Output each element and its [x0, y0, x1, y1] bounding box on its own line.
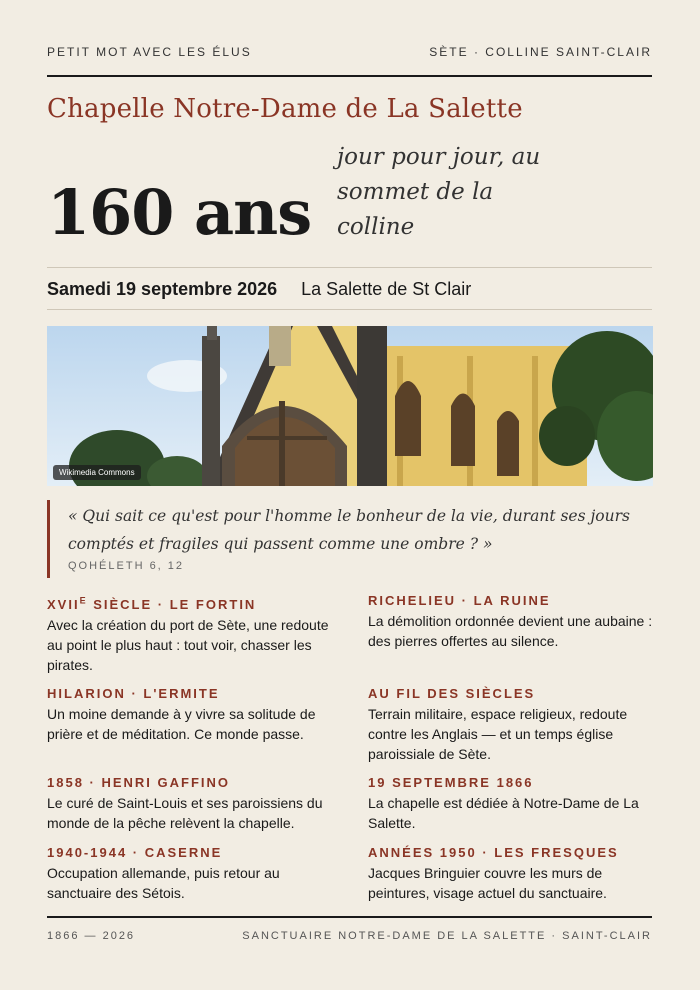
entry-body: Avec la création du port de Sète, une redoute au point le plus haut : tout voir, chasser les pirates. [47, 617, 329, 673]
entry-body: Occupation allemande, puis retour au sanctuaire des Sétois. [47, 865, 280, 901]
entry-body: Un moine demande à y vivre sa solitude de prière et de méditation. Ce monde passe. [47, 706, 316, 742]
entry-body: Le curé de Saint-Louis et ses paroissiens du monde de la pêche relèvent la chapelle. [47, 795, 323, 831]
entry-title: RICHELIEU · LA RUINE [368, 593, 551, 608]
chapel-illustration [47, 326, 653, 486]
chapel-photo [47, 326, 653, 486]
timeline-entry [47, 685, 337, 744]
quote-text: « Qui sait ce qu'est pour l'homme le bonheur de la vie, durant ses jours comptés et fragiles qui passent comme une ombre ? » [68, 507, 630, 553]
event-info [47, 279, 471, 300]
entry-title: HILARION · L'ERMITE [47, 686, 220, 701]
entry-title: ANNÉES 1950 · LES FRESQUES [368, 845, 619, 860]
header-left: PETIT MOT AVEC LES ÉLUS [47, 45, 252, 59]
chapel-name: Chapelle Notre-Dame de La Salette [47, 94, 523, 124]
entry-body: La chapelle est dédiée à Notre-Dame de La Salette. [368, 795, 639, 831]
timeline-entry [47, 596, 337, 675]
header-right: SÈTE · COLLINE SAINT-CLAIR [429, 45, 652, 59]
divider [47, 267, 652, 268]
timeline-entry [47, 774, 337, 833]
entry-body: Terrain militaire, espace religieux, redoute contre les Anglais — et un temps église paroissiale de Sète. [368, 706, 628, 762]
divider [47, 309, 652, 310]
event-place: La Salette de St Clair [301, 279, 472, 299]
anniversary-title: 160 ans [47, 176, 312, 249]
photo-credit: Wikimedia Commons [53, 465, 141, 480]
entry-body: Jacques Bringuier couvre les murs de peintures, visage actuel du sanctuaire. [368, 865, 607, 901]
entry-title: AU FIL DES SIÈCLES [368, 686, 536, 701]
timeline-entry [368, 844, 658, 903]
quote-reference: QOHÉLETH 6, 12 [68, 560, 185, 572]
timeline-entry [368, 774, 658, 833]
footer-sanctuary: SANCTUAIRE NOTRE-DAME DE LA SALETTE · SAINT-CLAIR [242, 930, 652, 942]
event-date: Samedi 19 septembre 2026 [47, 279, 278, 299]
tagline: jour pour jour, au sommet de la colline [337, 144, 541, 240]
top-rule [47, 75, 652, 77]
page-footer [47, 930, 652, 942]
entry-title: 19 SEPTEMBRE 1866 [368, 775, 534, 790]
footer-dates: 1866 — 2026 [47, 930, 136, 942]
page-header [47, 45, 652, 59]
timeline-entry [368, 592, 658, 651]
timeline-entry [368, 685, 658, 764]
entry-title: 1940-1944 · CASERNE [47, 845, 223, 860]
entry-title: 1858 · HENRI GAFFINO [47, 775, 231, 790]
entry-title: $XVII^E$ SIÈCLE · LE FORTIN [47, 595, 257, 612]
timeline-entry [47, 844, 337, 903]
entry-body: La démolition ordonnée devient une aubaine : des pierres offertes au silence. [368, 613, 653, 649]
bottom-rule [47, 916, 652, 918]
scripture-quote [47, 500, 653, 578]
